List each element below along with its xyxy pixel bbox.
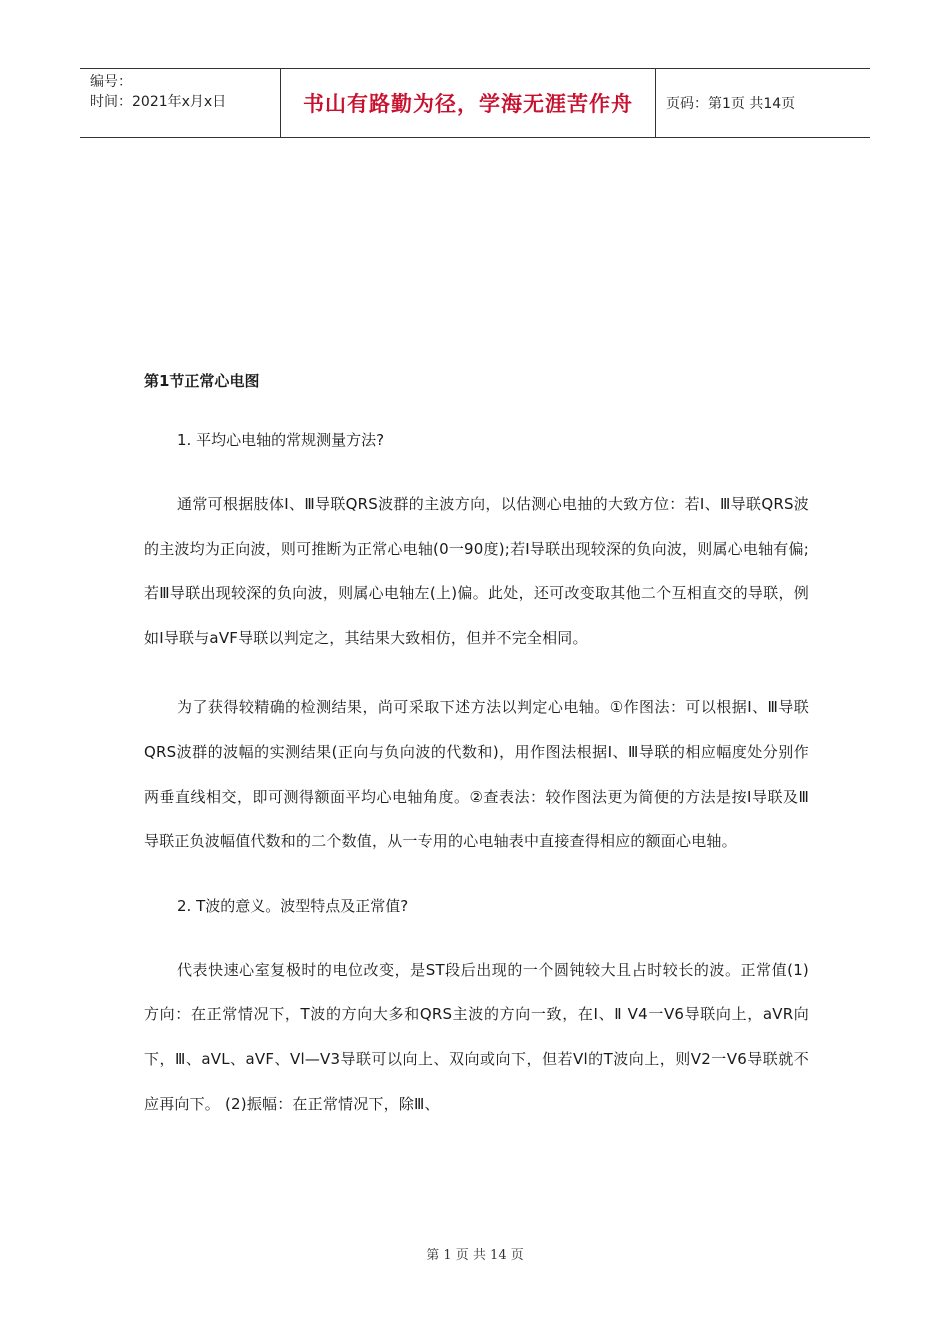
paragraph-1: 通常可根据肢体Ⅰ、Ⅲ导联QRS波群的主波方向，以估测心电抽的大致方位：若I、Ⅲ导联QRS波的主波均为正向波，则可推断为正常心电轴(0一90度);若I导联出现较深的负向波，则属心电轴有偏;若Ⅲ导联出现较深的负向波，则属心电轴左(上)偏。此处，还可改变取其他二个互相直交的导联，例如I导联与aVF导联以判定之，其结果大致相仿，但并不完全相同。: [144, 495, 809, 647]
paragraph-3: 代表快速心室复极时的电位改变，是ST段后出现的一个圆钝较大且占时较长的波。正常值(1)方向：在正常情况下，T波的方向大多和QRS主波的方向一致，在Ⅰ、Ⅱ V4一V6导联向上，aVR向下，Ⅲ、aVL、aVF、Vl—V3导联可以向上、双向或向下，但若Vl的T波向上，则V2一V6导联就不应再向下。 (2)振幅：在正常情况下，除Ⅲ、: [144, 960, 809, 1113]
page-footer: 第 1 页 共 14 页: [426, 1248, 524, 1263]
serial-label: 编号：: [90, 74, 132, 90]
paragraph-2: 为了获得较精确的检测结果，尚可采取下述方法以判定心电轴。①作图法：可以根据I、Ⅲ导联QRS波群的波幅的实测结果(正向与负向波的代数和)，用作图法根据I、Ⅲ导联的相应幅度处分别作两垂直线相交，即可测得额面平均心电轴角度。②查表法：较作图法更为简便的方法是按I导联及Ⅲ导联正负波幅值代数和的二个数值，从一专用的心电轴表中直接查得相应的额面心电轴。: [144, 698, 809, 851]
page-header: [80, 68, 870, 138]
section-title: 第1节正常心电图: [144, 372, 260, 390]
question-2: 2. T波的意义。波型特点及正常值?: [177, 896, 409, 915]
header-page-info: 页码：第1页 共14页: [666, 96, 796, 112]
header-meta: [80, 69, 280, 137]
time-line: 时间：2021年x月x日: [90, 94, 227, 110]
document-body: [144, 364, 809, 1126]
header-motto: 书山有路勤为径，学海无涯苦作舟: [280, 69, 656, 137]
question-1: 1. 平均心电轴的常规测量方法?: [177, 431, 385, 449]
